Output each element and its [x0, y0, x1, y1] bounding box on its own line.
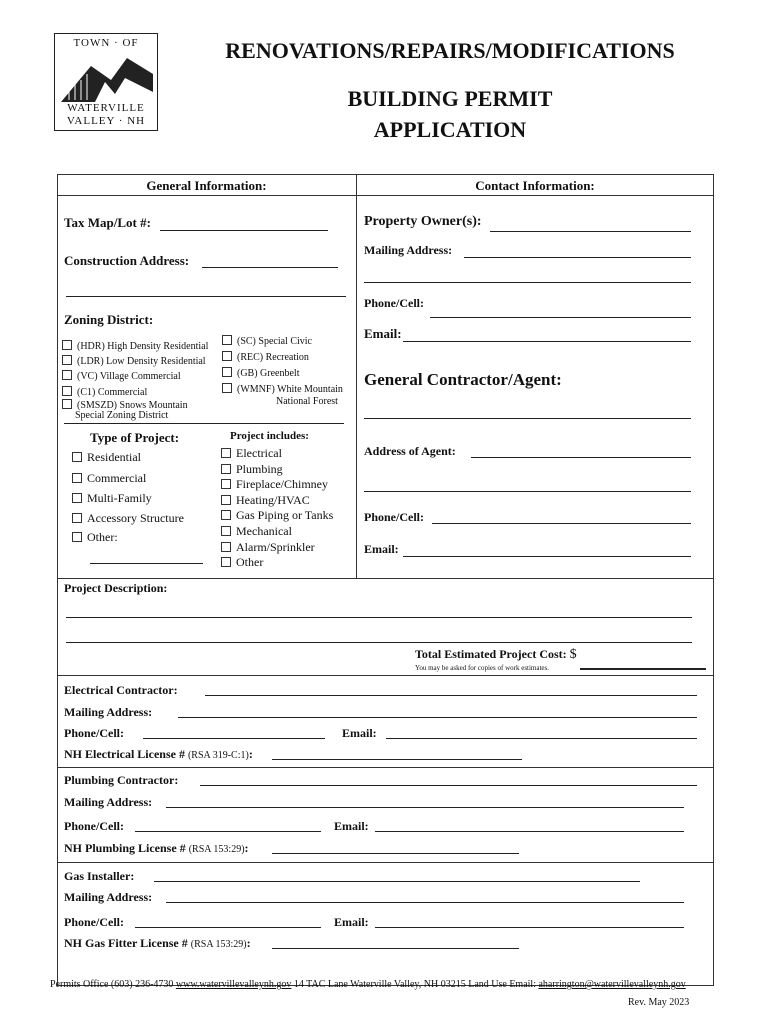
property-owner-label: Property Owner(s):: [364, 214, 482, 229]
gas-email-label: Email:: [334, 915, 369, 929]
dollar-sign: $: [569, 647, 577, 662]
electrical-mailing-label: Mailing Address:: [64, 705, 153, 719]
header-divider: [57, 195, 714, 196]
zoning-option-hdr[interactable]: (HDR) High Density Residential: [62, 340, 208, 355]
gas-installer-label: Gas Installer:: [64, 869, 135, 883]
zoning-option-smszd[interactable]: (SMSZD) Snows Mountain: [62, 399, 208, 410]
project-type-multifamily[interactable]: Multi-Family: [72, 491, 184, 511]
includes-heating[interactable]: Heating/HVAC: [221, 493, 333, 509]
zoning-left-list: [62, 340, 208, 421]
checkbox[interactable]: [221, 479, 231, 489]
agent-phone-field[interactable]: [432, 523, 691, 524]
project-description-field-2[interactable]: [66, 642, 692, 643]
checkbox[interactable]: [221, 448, 231, 458]
agent-phone-label: Phone/Cell:: [364, 510, 424, 524]
project-type-other[interactable]: Other:: [72, 530, 184, 550]
logo-bottom-line1: WATERVILLE: [67, 102, 145, 114]
zoning-option-sc[interactable]: (SC) Special Civic: [222, 335, 343, 351]
plumbing-mailing-label: Mailing Address:: [64, 795, 153, 809]
zoning-right-list: [222, 335, 343, 407]
checkbox[interactable]: [221, 542, 231, 552]
checkbox[interactable]: [222, 351, 232, 361]
agent-address-field[interactable]: [471, 457, 691, 458]
zoning-divider: [64, 423, 344, 424]
tax-map-label: Tax Map/Lot #:: [64, 215, 151, 230]
section-divider-plumbing: [57, 767, 714, 768]
column-divider: [356, 174, 357, 579]
zoning-option-rec[interactable]: (REC) Recreation: [222, 351, 343, 367]
mountain-logo-icon: [61, 52, 153, 102]
agent-address-label: Address of Agent:: [364, 444, 456, 458]
plumbing-email-field[interactable]: [375, 831, 684, 832]
checkbox[interactable]: [62, 386, 72, 396]
plumbing-phone-label: Phone/Cell:: [64, 819, 124, 833]
checkbox[interactable]: [72, 532, 82, 542]
general-contractor-label: General Contractor/Agent:: [364, 370, 562, 389]
owner-email-label: Email:: [364, 326, 402, 341]
electrical-email-label: Email:: [342, 726, 377, 740]
agent-email-field[interactable]: [403, 556, 691, 557]
includes-electrical[interactable]: Electrical: [221, 446, 333, 462]
construction-address-field[interactable]: [202, 267, 338, 268]
zoning-option-smszd-cont: Special Zoning District: [75, 410, 169, 421]
includes-fireplace[interactable]: Fireplace/Chimney: [221, 477, 333, 493]
total-cost-label: Total Estimated Project Cost: $: [415, 647, 577, 662]
checkbox[interactable]: [62, 340, 72, 350]
footer-website-link[interactable]: www.watervillevalleynh.gov: [175, 979, 292, 990]
gas-mailing-field[interactable]: [166, 902, 684, 903]
checkbox[interactable]: [72, 513, 82, 523]
includes-alarm[interactable]: Alarm/Sprinkler: [221, 540, 333, 556]
gas-phone-label: Phone/Cell:: [64, 915, 124, 929]
section-divider-project: [57, 578, 714, 579]
checkbox[interactable]: [221, 557, 231, 567]
checkbox[interactable]: [222, 367, 232, 377]
checkbox[interactable]: [221, 510, 231, 520]
owner-phone-field[interactable]: [430, 317, 691, 318]
owner-phone-label: Phone/Cell:: [364, 296, 424, 310]
footer-address: 14 TAC Lane Waterville Valley, NH 03215 Land Use Email:: [293, 979, 536, 990]
zoning-option-ldr[interactable]: (LDR) Low Density Residential: [62, 355, 208, 370]
includes-plumbing[interactable]: Plumbing: [221, 462, 333, 478]
general-contractor-field[interactable]: [364, 418, 691, 419]
zoning-option-wmnf[interactable]: (WMNF) White Mountain: [222, 383, 343, 396]
project-includes-list: [221, 446, 333, 571]
project-includes-label: Project includes:: [230, 430, 309, 442]
project-description-field[interactable]: [66, 617, 692, 618]
section-divider-electrical: [57, 675, 714, 676]
includes-gas[interactable]: Gas Piping or Tanks: [221, 508, 333, 524]
checkbox[interactable]: [222, 383, 232, 393]
construction-address-label: Construction Address:: [64, 253, 190, 268]
zoning-option-wmnf-cont: National Forest: [276, 396, 338, 407]
form-subtitle-line2: APPLICATION: [373, 117, 527, 142]
plumbing-phone-field[interactable]: [135, 831, 321, 832]
checkbox[interactable]: [62, 355, 72, 365]
zoning-option-gb[interactable]: (GB) Greenbelt: [222, 367, 343, 383]
zoning-option-vc[interactable]: (VC) Village Commercial: [62, 370, 208, 386]
electrical-license-label: NH Electrical License # (RSA 319-C:1):: [64, 747, 253, 761]
plumbing-contractor-field[interactable]: [200, 785, 697, 786]
checkbox[interactable]: [62, 370, 72, 380]
electrical-phone-label: Phone/Cell:: [64, 726, 124, 740]
plumbing-contractor-label: Plumbing Contractor:: [64, 773, 179, 787]
mailing-address-field[interactable]: [464, 257, 691, 258]
total-cost-field[interactable]: [580, 668, 706, 670]
includes-mechanical[interactable]: Mechanical: [221, 524, 333, 540]
checkbox[interactable]: [72, 452, 82, 462]
gas-phone-field[interactable]: [135, 927, 321, 928]
electrical-mailing-field[interactable]: [178, 717, 697, 718]
logo-bottom-line2: VALLEY · NH: [66, 115, 146, 127]
electrical-phone-field[interactable]: [143, 738, 325, 739]
revision-date: Rev. May 2023: [628, 997, 690, 1008]
project-description-label: Project Description:: [64, 581, 168, 595]
checkbox[interactable]: [72, 473, 82, 483]
form-subtitle-line1: BUILDING PERMIT: [347, 86, 553, 111]
electrical-license-field[interactable]: [272, 759, 522, 760]
electrical-contractor-label: Electrical Contractor:: [64, 683, 178, 697]
owner-email-field[interactable]: [403, 341, 691, 342]
footer-email-link[interactable]: aharrington@watervillevalleynh.gov: [538, 979, 686, 990]
gas-license-label: NH Gas Fitter License # (RSA 153:29):: [64, 936, 251, 950]
agent-address-field-2[interactable]: [364, 491, 691, 492]
project-type-other-field[interactable]: [90, 563, 203, 564]
includes-other[interactable]: Other: [221, 555, 333, 571]
project-type-commercial[interactable]: Commercial: [72, 471, 184, 491]
logo-top-text: TOWN · OF: [73, 37, 139, 49]
gas-email-field[interactable]: [375, 927, 684, 928]
zoning-district-label: Zoning District:: [64, 312, 154, 327]
form-subtitle: [290, 83, 610, 145]
footer-contact: [50, 979, 686, 990]
mailing-address-label: Mailing Address:: [364, 243, 453, 257]
mailing-address-field-2[interactable]: [364, 282, 691, 283]
gas-installer-field[interactable]: [154, 881, 640, 882]
checkbox[interactable]: [62, 399, 72, 409]
gas-license-field[interactable]: [272, 948, 519, 949]
plumbing-license-label: NH Plumbing License # (RSA 153:29):: [64, 841, 249, 855]
type-of-project-label: Type of Project:: [90, 430, 180, 445]
checkbox[interactable]: [221, 495, 231, 505]
checkbox[interactable]: [72, 493, 82, 503]
footer-office: Permits Office (603) 236-4730: [50, 979, 174, 990]
checkbox[interactable]: [221, 464, 231, 474]
section-divider-gas: [57, 862, 714, 863]
project-type-residential[interactable]: Residential: [72, 450, 184, 471]
plumbing-email-label: Email:: [334, 819, 369, 833]
electrical-email-field[interactable]: [386, 738, 697, 739]
tax-map-field[interactable]: [160, 230, 328, 231]
property-owner-field[interactable]: [490, 231, 691, 232]
gas-mailing-label: Mailing Address:: [64, 890, 153, 904]
checkbox[interactable]: [222, 335, 232, 345]
electrical-contractor-field[interactable]: [205, 695, 697, 696]
town-logo: [54, 33, 158, 131]
cost-note: You may be asked for copies of work estimates.: [415, 664, 550, 672]
zoning-option-c1[interactable]: (C1) Commercial: [62, 386, 208, 399]
checkbox[interactable]: [221, 526, 231, 536]
project-type-list: [72, 450, 184, 550]
general-info-header: General Information:: [146, 178, 267, 193]
form-title: RENOVATIONS/REPAIRS/MODIFICATIONS: [225, 38, 675, 63]
construction-address-field-2[interactable]: [66, 296, 346, 297]
plumbing-mailing-field[interactable]: [166, 807, 684, 808]
agent-email-label: Email:: [364, 542, 399, 556]
contact-info-header: Contact Information:: [475, 178, 595, 193]
project-type-accessory[interactable]: Accessory Structure: [72, 511, 184, 530]
plumbing-license-field[interactable]: [272, 853, 519, 854]
